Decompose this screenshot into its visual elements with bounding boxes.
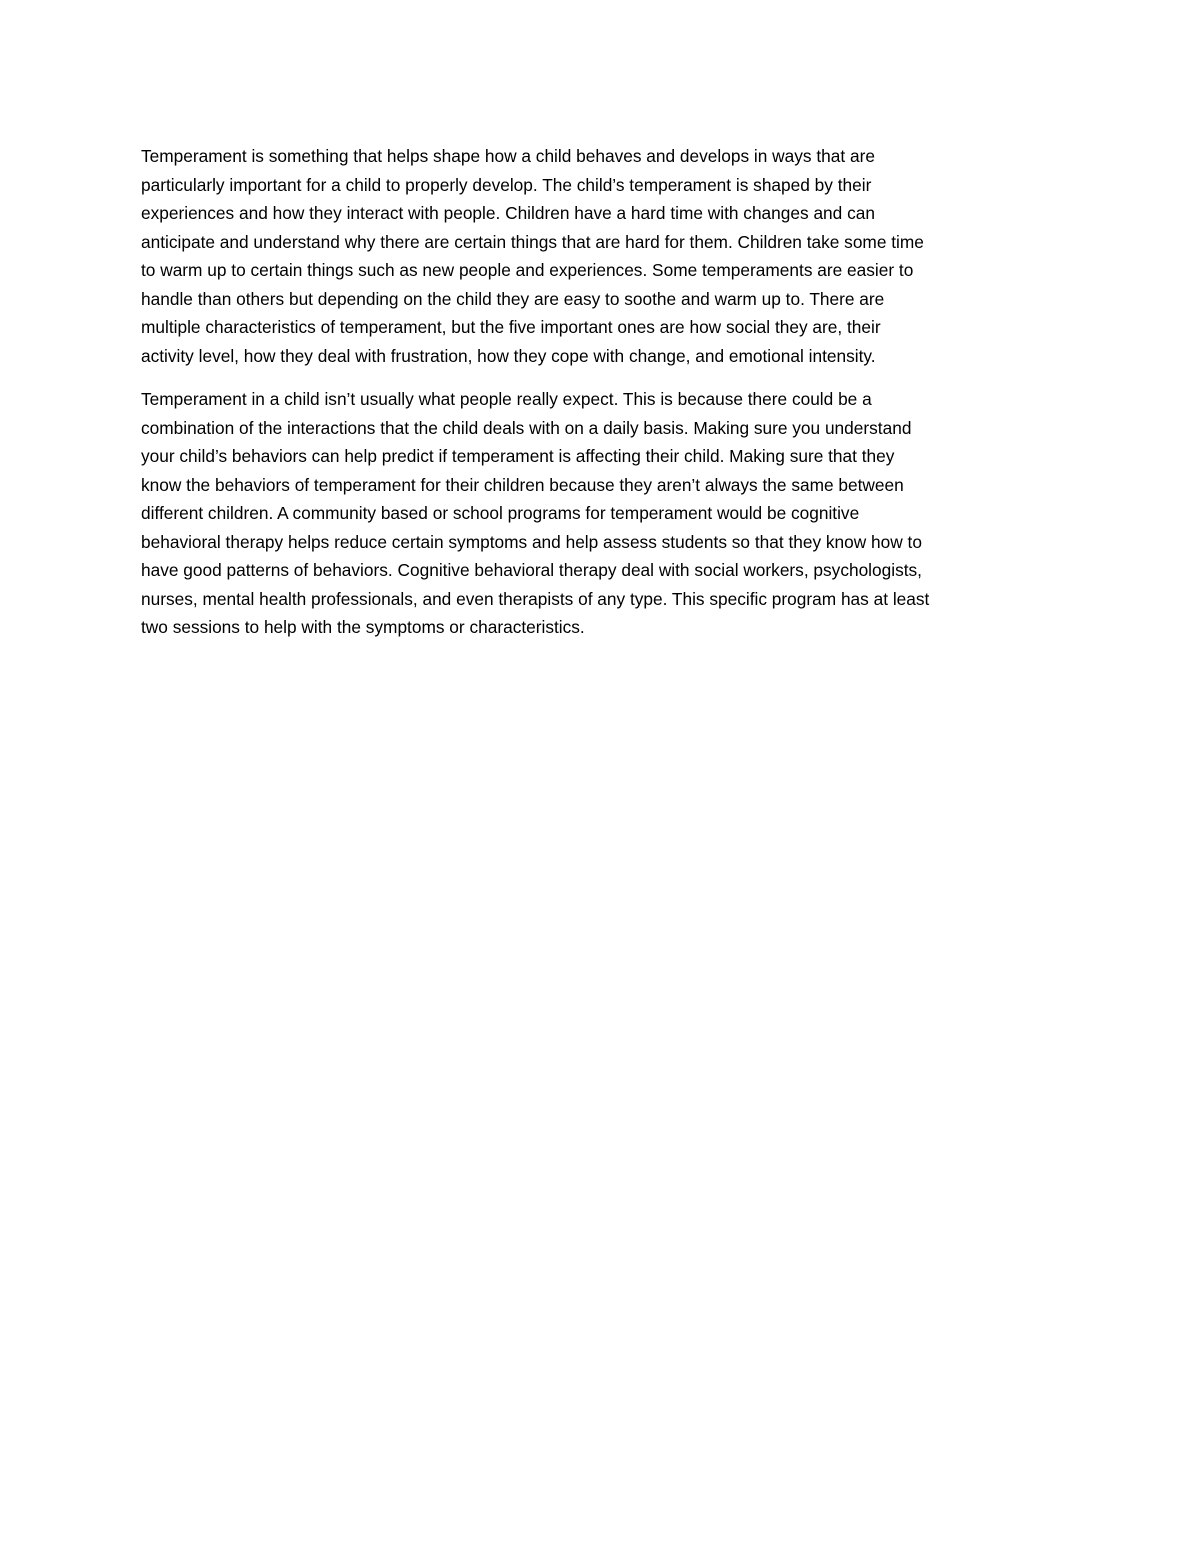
paragraph-line: experiences and how they interact with people. Children have a hard time with changes and can xyxy=(141,203,875,223)
paragraph-line: Temperament in a child isn’t usually what people really expect. This is because there could be a xyxy=(141,389,872,409)
paragraph-line: multiple characteristics of temperament, but the five important ones are how social they are, their xyxy=(141,317,881,337)
paragraph-line: Temperament is something that helps shape how a child behaves and develops in ways that are xyxy=(141,146,875,166)
paragraph-line: behavioral therapy helps reduce certain symptoms and help assess students so that they know how to xyxy=(141,531,922,552)
paragraph-line: handle than others but depending on the child they are easy to soothe and warm up to. There are xyxy=(141,288,885,309)
paragraph-line: to warm up to certain things such as new people and experiences. Some temperaments are easier to xyxy=(141,260,914,280)
paragraph-line: combination of the interactions that the child deals with on a daily basis. Making sure you understand xyxy=(141,417,912,438)
paragraph-line: have good patterns of behaviors. Cognitive behavioral therapy deal with social workers, psychologists, xyxy=(141,560,922,580)
paragraph-line: particularly important for a child to properly develop. The child’s temperament is shaped by their xyxy=(141,174,872,195)
paragraph-line: anticipate and understand why there are certain things that are hard for them. Children take some time xyxy=(141,231,924,252)
paragraph-line: different children. A community based or school programs for temperament would be cognitive xyxy=(141,503,860,523)
paragraph-line: activity level, how they deal with frustration, how they cope with change, and emotional intensity. xyxy=(141,345,876,366)
paragraph-2 xyxy=(141,385,1061,642)
paragraph-1 xyxy=(141,142,1061,370)
paragraph-line: your child’s behaviors can help predict if temperament is affecting their child. Making sure that they xyxy=(141,446,895,466)
paragraph-line: know the behaviors of temperament for their children because they aren’t always the same between xyxy=(141,474,904,495)
document-body xyxy=(141,142,1061,657)
paragraph-line: two sessions to help with the symptoms or characteristics. xyxy=(141,617,585,637)
paragraph-line: nurses, mental health professionals, and even therapists of any type. This specific program has at least xyxy=(141,588,930,609)
